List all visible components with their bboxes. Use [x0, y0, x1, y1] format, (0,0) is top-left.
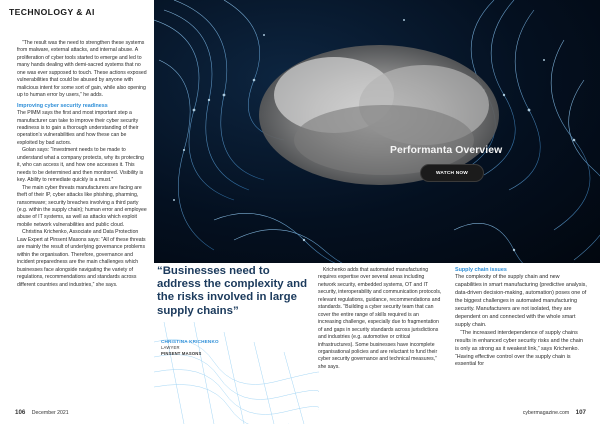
section-label: TECHNOLOGY & AI [9, 7, 95, 17]
paragraph: Krichenko adds that automated manufacturing requires expertise over several areas including network security, embedded systems, OT and IT security, interoperability and communication protocols, relevant regulations, guidance, recommendations and standards. “Building a cyber security team that can cover the entire range of skills required is an increasing challenge, especially due to fragmentation of and gaps in security standards across jurisdictions and industries (e.g. automotive or critical infrastructures). Some businesses have incomplete organisational policies and are reluctant to fund their cyber security governance and technical measures,” she says. [318, 267, 442, 370]
mesh-decoration [154, 322, 319, 424]
network-mesh-illustration [154, 0, 600, 263]
video-hero-image[interactable] [154, 0, 600, 263]
site-url[interactable]: cybermagazine.com [522, 410, 570, 416]
page-number-right: 107 [575, 409, 586, 416]
article-column-4 [455, 267, 587, 369]
pull-quote: “Businesses need to address the complexity and the risks involved in large supply chains” [157, 265, 308, 317]
paragraph: Golan says: “Investment needs to be made to understand what a company protects, why its protecting it, who can access it, and how one accesses it. This needs to be determined and then monitored. Visibility is key. Ability to remediate quickly is a must.” [17, 147, 144, 184]
paragraph: The PIMM says the first and most important step a manufacturer can take to improve their cyber security readiness is to gain a thorough understanding of their operation’s vulnerabilities and how these can be exploited by bad actors. [17, 110, 139, 146]
subheading: Improving cyber security readiness [17, 102, 108, 109]
video-title: Performanta Overview [390, 145, 503, 156]
quote-attribution-role: LAWYER [161, 345, 180, 350]
paragraph: “The result was the need to strengthen these systems from malware, external attacks, and internal abuse. A proliferation of cyber tools started to emerge and led to many hands dealing with demi-sacred systems that no one was ever supposed to touch. These actions exposed vulnerabilities that could be abused by anyone with malicious intent for some sort of gain, while also opening up to human error by users,” he adds. [17, 40, 147, 99]
quote-attribution-org: PINSENT MASONS [161, 351, 202, 356]
page-number-left: 106 [15, 409, 26, 416]
article-column-1 [17, 40, 147, 289]
paragraph: “The increased interdependence of supply chains results in enhanced cyber security risks and the chain is only as strong as it weakest link,” says Krichenko. “Having effective control over the supply chain is essential for [455, 329, 583, 368]
paragraph: Christina Krichenko, Associate and Data Protection Law Expert at Pinsent Masons says: “All of these threats are mainly the result of underlying governance problems within the organisation. Therefore, governance and incident preparedness are the main challenges which businesses face alongside navigating the variety of regulations, recommendations and standards across different countries and industries,” she says. [17, 229, 146, 288]
article-column-3 [318, 267, 443, 371]
paragraph: The main cyber threats manufacturers are facing are theft of their IP, cyber attacks like phishing, pharming, ransomware; security breaches involving a third party (e.g. within the supply chain); human error and employee abuse of IT systems, as well as attacks which exploit mobile network vulnerabilities and public cloud. [17, 184, 147, 228]
quote-attribution-name: CHRISTINA KRICHENKO [161, 339, 219, 344]
footer-left [15, 409, 69, 416]
subheading: Supply chain issues [455, 267, 507, 273]
issue-date: December 2021 [31, 410, 69, 416]
footer-right [523, 409, 586, 416]
paragraph: The complexity of the supply chain and new capabilities in smart manufacturing (predictive analysis, data-driven decision-making, automation) poses one of the biggest challenges in automated manufacturing security. Manufacturers are not isolated, they are dependent on and connected with the whole smart supply chain. [455, 274, 587, 328]
watch-now-button[interactable]: WATCH NOW [420, 164, 484, 182]
